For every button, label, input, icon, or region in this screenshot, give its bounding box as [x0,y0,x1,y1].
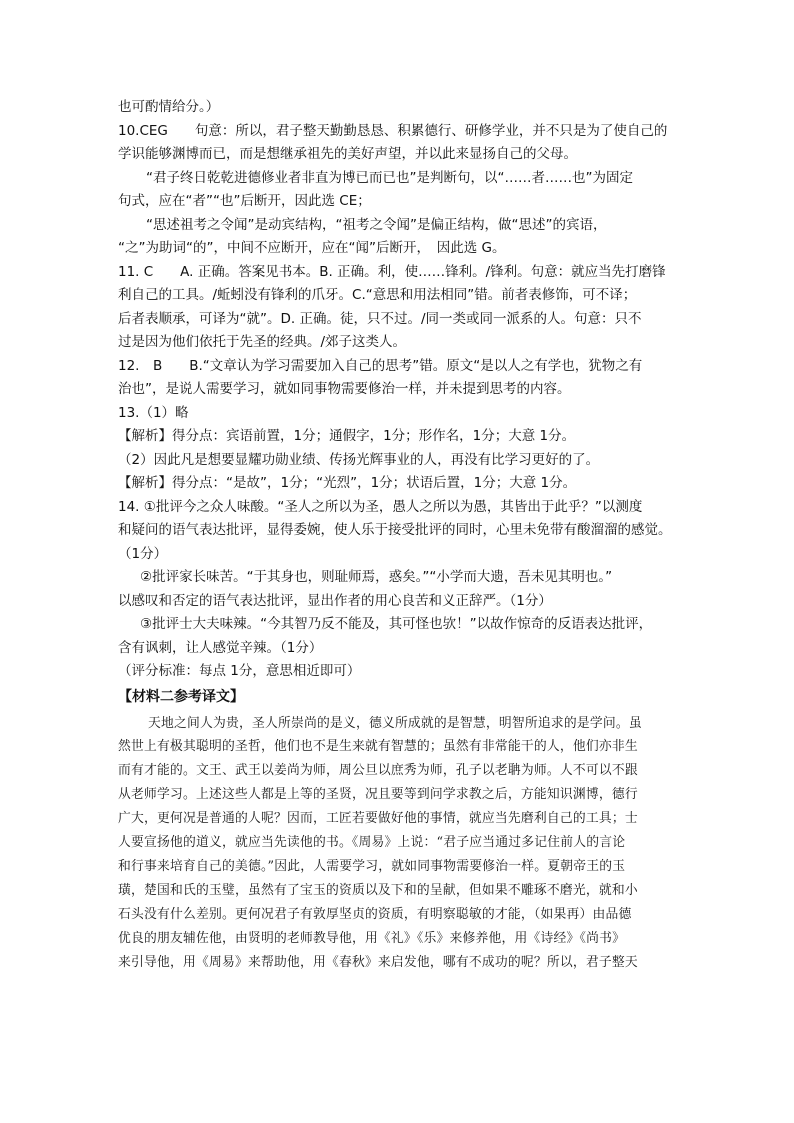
text-line: 也可酌情给分。） [118,99,220,115]
translation-line: 广大，更何况是普通的人呢？因而，工匠若要做好他的事情，就应当先磨利自己的工具；士 [118,811,638,827]
text-line: ③批评士大夫味辣。“今其智乃反不能及，其可怪也欤！”以故作惊奇的反语表达批评， [140,616,653,632]
text-line: 以感叹和否定的语气表达批评，显出作者的用心良苦和义正辞严。（1分） [118,592,552,609]
text-line: 和疑问的语气表达批评，显得委婉，使人乐于接受批评的同时，心里未免带有酸溜溜的感觉。 [118,522,672,538]
analysis-line: 【解析】得分点：“是故”，1分；“光烈”，1分；状语后置，1分；大意 1分。 [118,475,577,491]
answer-13-line: 13.（1）略 [118,404,189,421]
text-line: 句式，应在“者”“也”后断开，因此选 CE； [118,193,371,209]
text-line: 过是因为他们依托于先圣的经典。/郊子这类人。 [118,334,407,350]
text-line: “君子终日乾乾进德修业者非直为博已而已也”是判断句，以“……者……也”为固定 [146,169,633,186]
translation-line: 璜，楚国和氏的玉璧，虽然有了宝玉的资质以及下和的呈献，但如果不雕琢不磨光，就和小 [118,882,638,898]
translation-line: 和行事来培育自己的美德。”因此，人需要学习，就如同事物需要修治一样。夏朝帝王的玉 [118,858,626,874]
translation-line: 优良的朋友辅佐他，由贤明的老师教导他，用《礼》《乐》来修养他，用《诗经》《尚书》 [118,930,626,946]
answer-10-line: 10.CEG 句意：所以，君子整天勤勤恳恳、积累德行、研修学业，并不只是为了使自己的 [118,122,668,139]
translation-line: 从老师学习。上述这些人都是上等的圣贤，况且要等到问学求教之后，方能知识渊博，德行 [118,787,638,803]
answer-14-line: 14. ①批评今之众人味酸。“圣人之所以为圣，愚人之所以为愚，其皆出于此乎？”以测度 [118,498,643,515]
answer-12-line: 12. B B.“文章认为学习需要加入自己的思考”错。原文“是以人之有学也，犹物之有 [118,357,643,374]
translation-line: 石头没有什么差别。更何况君子有敦厚坚贞的资质，有明察聪敏的才能，（如果再）由品德 [118,906,632,922]
translation-line: 人要宣扬他的道义，就应当先读他的书。《周易》上说：“君子应当通过多记住前人的言论 [118,835,626,851]
analysis-line: 【解析】得分点：宾语前置，1分；通假字，1分；形作名，1分；大意 1分。 [118,428,576,444]
text-line: 学识能够渊博而已，而是想继承祖先的美好声望，并以此来显扬自己的父母。 [118,146,577,162]
translation-line: 天地之间人为贵，圣人所崇尚的是义，德义所成就的是智慧，明智所追求的是学问。虽 [148,715,642,731]
translation-line: 来引导他，用《周易》来帮助他，用《春秋》来启发他，哪有不成功的呢？所以，君子整天 [118,954,638,970]
translation-line: 然世上有极其聪明的圣哲，他们也不是生来就有智慧的；虽然有非常能干的人，他们亦非生 [118,739,638,755]
text-line: 利自己的工具。/蚯蚓没有锋利的爪牙。C.“意思和用法相同”错。前者表修饰，可不译； [118,287,637,303]
section-title: 【材料二参考译文】 [118,688,244,705]
text-line: “之”为助词“的”，中间不应断开，应在“闻”后断开， 因此选 G。 [118,240,506,256]
text-line: “思述祖考之令闻”是动宾结构，“祖考之令闻”是偏正结构，做“思述”的宾语， [146,216,607,233]
text-line: 后者表顺承，可译为“就”。D. 正确。徒，只不过。/同一类或同一派系的人。句意：只不 [118,310,642,327]
translation-line: 而有才能的。文王、武王以姜尚为师，周公旦以庶秀为师，孔子以老聃为师。人不可以不跟 [118,763,638,779]
answer-11-line: 11. C A. 正确。答案见书本。B. 正确。利，使……锋利。/锋利。句意：就应当先打磨锋 [118,263,666,280]
text-line: （1分） [118,545,168,562]
text-line: （2）因此凡是想要显耀功勋业绩、传扬光辉事业的人，再没有比学习更好的了。 [118,451,600,468]
text-line: 含有讽刺，让人感觉辛辣。（1分） [118,639,323,656]
text-line: ②批评家长味苦。“于其身也，则耻师焉，惑矣。”“小学而大遗，吾未见其明也。” [140,569,613,585]
scoring-note: （评分标准：每点 1分，意思相近即可） [118,663,361,679]
text-line: 治也”，是说人需要学习，就如同事物需要修治一样，并未提到思考的内容。 [118,381,571,397]
document-page [118,96,678,974]
